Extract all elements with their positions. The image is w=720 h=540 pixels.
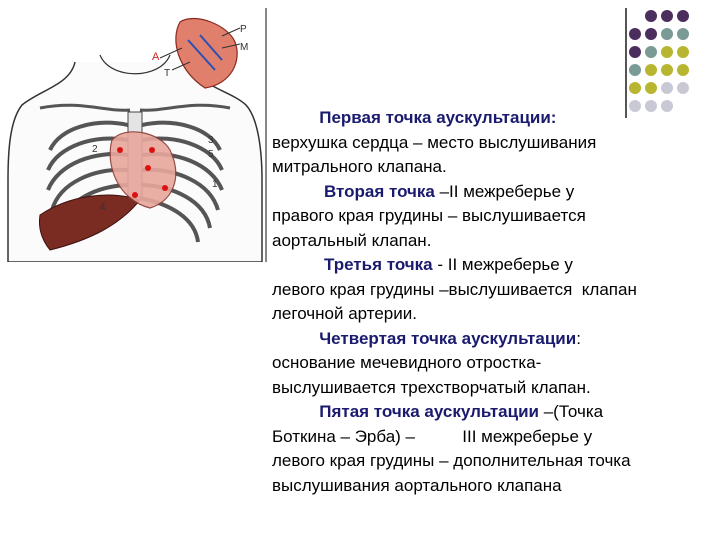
text-line (272, 302, 712, 327)
label-p: P (240, 24, 247, 35)
body-text: выслушивается трехстворчатый клапан. (272, 377, 591, 397)
text-line (272, 474, 712, 499)
decorative-dot (629, 46, 641, 58)
highlighted-text: Вторая точка (272, 181, 440, 201)
label-3: 3 (208, 135, 214, 146)
label-1: 1 (212, 179, 218, 190)
decorative-dot (677, 28, 689, 40)
decorative-dot (661, 82, 673, 94)
decorative-dot (677, 10, 689, 22)
body-text: левого края грудины –выслушивается клапан (272, 279, 637, 299)
decorative-dot (661, 28, 673, 40)
body-text: –II межреберье у (439, 181, 575, 201)
label-4: 4 (100, 202, 106, 213)
decorative-vertical-line (625, 8, 627, 118)
body-text: - II межреберье у (437, 255, 573, 274)
text-line (272, 180, 712, 205)
text-line (272, 131, 712, 156)
decorative-dot (629, 28, 641, 40)
decorative-dot (645, 28, 657, 40)
body-text: митрального клапана. (272, 157, 447, 176)
decorative-dot (661, 64, 673, 76)
text-line (272, 155, 712, 180)
decorative-dot (645, 10, 657, 22)
body-text: Боткина – Эрба) – III межреберье у (272, 426, 593, 446)
text-line (272, 400, 712, 425)
text-line (272, 351, 712, 376)
text-line (272, 327, 712, 352)
text-line (272, 106, 712, 131)
highlighted-text: Пятая точка аускультации (272, 402, 544, 421)
body-text: –(Точка (543, 402, 604, 421)
decorative-dot (645, 64, 657, 76)
text-line (272, 376, 712, 401)
text-line (272, 425, 712, 450)
label-t: T (164, 68, 171, 79)
label-m: M (240, 42, 249, 53)
highlighted-text: Четвертая точка аускультации (272, 328, 577, 348)
body-text: правого края грудины – выслушивается (272, 206, 586, 225)
decorative-dot (677, 64, 689, 76)
text-line (272, 229, 712, 254)
body-text: : (576, 328, 581, 348)
decorative-dot (677, 82, 689, 94)
body-text: левого края грудины – дополнительная точка (272, 451, 631, 470)
decorative-dot (661, 10, 673, 22)
body-text: верхушка сердца – место выслушивания (272, 132, 597, 152)
chest-heart-illustration (0, 0, 270, 262)
label-a: A (152, 51, 160, 63)
decorative-dot (677, 46, 689, 58)
body-text: аортальный клапан. (272, 230, 432, 250)
highlighted-text: Первая точка аускультации: (272, 108, 557, 127)
decorative-dot (645, 46, 657, 58)
decorative-dot (645, 82, 657, 94)
body-text: основание мечевидного отростка- (272, 353, 542, 372)
text-line (272, 204, 712, 229)
decorative-dot (661, 46, 673, 58)
auscultation-text (272, 106, 712, 498)
decorative-dot (629, 64, 641, 76)
decorative-dot (629, 82, 641, 94)
text-line (272, 278, 712, 303)
body-text: выслушивания аортального клапана (272, 475, 562, 495)
label-2: 2 (92, 144, 98, 155)
label-5: 5 (208, 149, 214, 160)
highlighted-text: Третья точка (272, 255, 438, 274)
body-text: легочной артерии. (272, 304, 417, 323)
text-line (272, 449, 712, 474)
text-line (272, 253, 712, 278)
